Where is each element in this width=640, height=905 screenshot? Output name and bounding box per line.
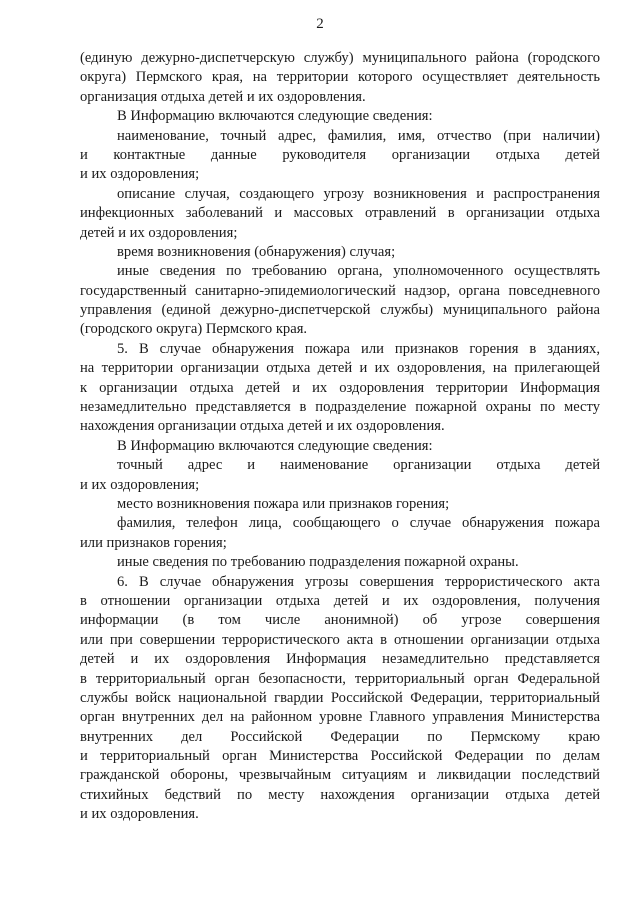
text-line: службы войск национальной гвардии Российской Федерации, территориальный (80, 689, 600, 706)
text-line: фамилия, телефон лица, сообщающего о случае обнаружения пожара (117, 515, 600, 532)
text-line: 6. В случае обнаружения угрозы совершения террористического акта (117, 573, 600, 590)
text-line: орган внутренних дел на районном уровне Главного управления Министерства (80, 709, 600, 726)
text-line: нахождения организации отдыха детей и их оздоровления. (80, 418, 445, 435)
text-line: гражданской обороны, чрезвычайным ситуациям и ликвидации последствий (80, 767, 600, 784)
text-line: точный адрес и наименование организации отдыха детей (117, 457, 600, 474)
text-line: или при совершении террористического акта в отношении организации отдыха (80, 631, 600, 648)
text-line: детей и их оздоровления Информация незамедлительно представляется (80, 651, 600, 668)
text-line: иные сведения по требованию органа, уполномоченного осуществлять (117, 263, 600, 280)
text-line: или признаков горения; (80, 534, 227, 551)
text-line: место возникновения пожара или признаков горения; (117, 495, 450, 512)
text-line: в территориальный орган безопасности, территориальный орган Федеральной (80, 670, 600, 687)
text-line: иные сведения по требованию подразделения пожарной охраны. (117, 554, 519, 571)
text-line: округа) Пермского края, на территории которого осуществляет деятельность (80, 69, 600, 86)
text-line: стихийных бедствий по месту нахождения организации отдыха детей (80, 786, 600, 803)
text-line: и контактные данные руководителя организации отдыха детей (80, 146, 600, 163)
text-line: на территории организации отдыха детей и их оздоровления, на прилегающей (80, 360, 600, 377)
text-line: внутренних дел Российской Федерации по Пермскому краю (80, 728, 600, 745)
text-line: и их оздоровления. (80, 806, 199, 823)
text-line: (единую дежурно-диспетчерскую службу) муниципального района (городского (80, 50, 600, 66)
text-line: информации (в том числе анонимной) об угрозе совершения (80, 612, 600, 629)
text-line: государственный санитарно-эпидемиологический надзор, органа повседневного (80, 282, 600, 299)
text-line: незамедлительно представляется в подразделение пожарной охраны по месту (80, 399, 600, 416)
text-line: время возникновения (обнаружения) случая; (117, 243, 396, 260)
text-line: 5. В случае обнаружения пожара или признаков горения в зданиях, (117, 340, 600, 357)
text-line: В Информацию включаются следующие сведения: (117, 108, 433, 125)
text-line: и их оздоровления; (80, 476, 200, 493)
text-line: (городского округа) Пермского края. (80, 321, 308, 338)
text-line: описание случая, создающего угрозу возникновения и распространения (117, 185, 600, 202)
text-line: В Информацию включаются следующие сведения: (117, 437, 433, 454)
text-line: детей и их оздоровления; (80, 224, 238, 241)
text-line: и их оздоровления; (80, 166, 200, 183)
text-line: организация отдыха детей и их оздоровления. (80, 88, 366, 105)
text-line: управления (единой дежурно-диспетчерской службы) муниципального района (80, 302, 600, 319)
text-line: наименование, точный адрес, фамилия, имя, отчество (при наличии) (117, 127, 600, 144)
body-text (80, 49, 600, 825)
text-line: к организации отдыха детей и их оздоровления территории Информация (80, 379, 600, 396)
text-line: инфекционных заболеваний и массовых отравлений в организации отдыха (80, 205, 600, 222)
page-number: 2 (316, 16, 324, 32)
text-line: в отношении организации отдыха детей и их оздоровления, получения (80, 592, 600, 609)
text-line: и территориальный орган Министерства Российской Федерации по делам (80, 748, 600, 765)
